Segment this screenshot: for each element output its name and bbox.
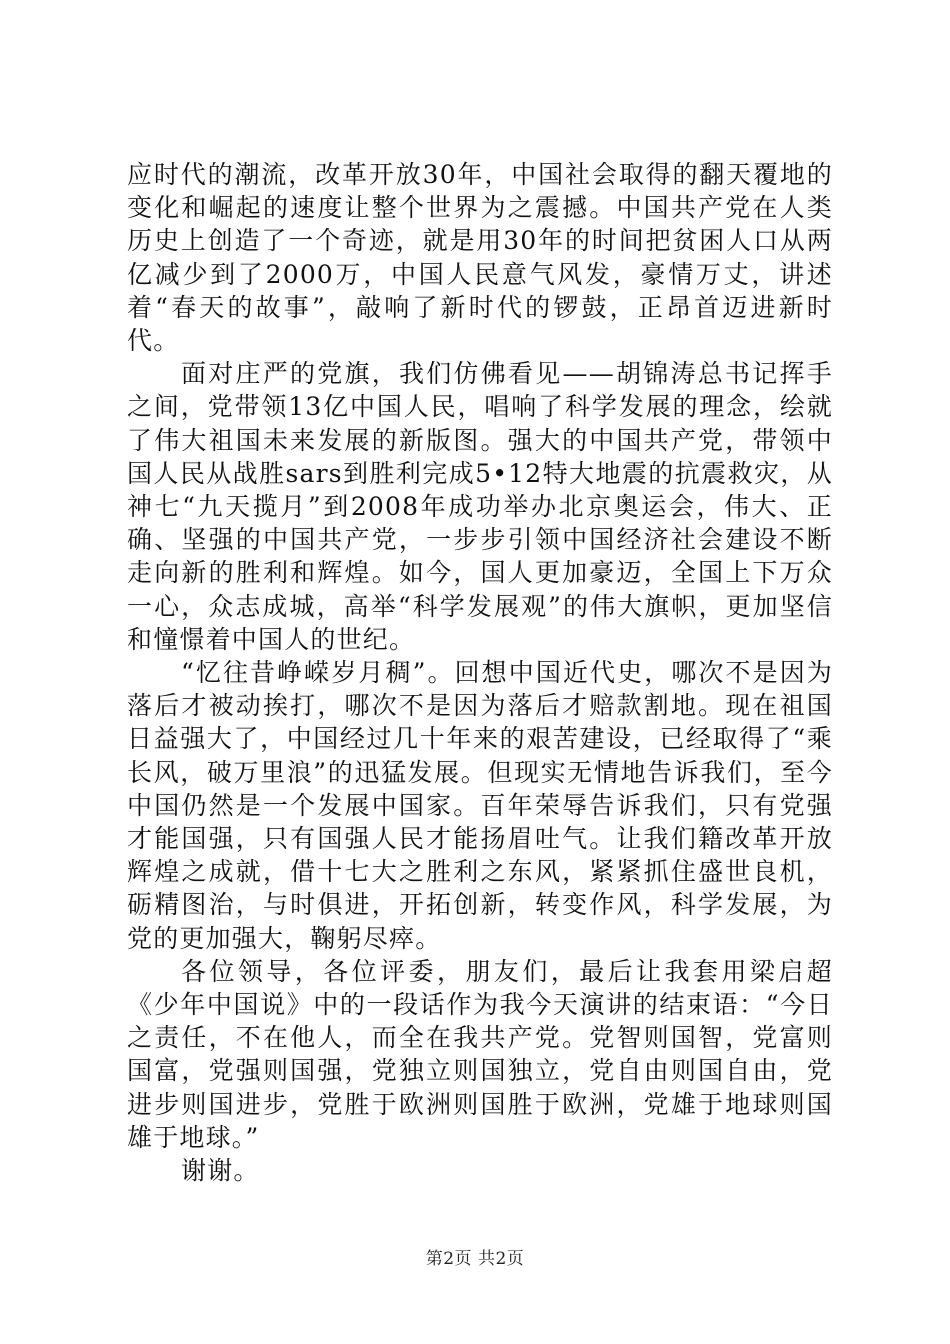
paragraph-party-flag: 面对庄严的党旗，我们仿佛看见——胡锦涛总书记挥手之间，党带领13亿中国人民，唱响了科学发展的理念，绘就了伟大祖国未来发展的新版图。强大的中国共产党，带领中国人民从战胜sars到胜利完成5•12特大地震的抗震救灾，从神七“九天揽月”到2008年成功举办北京奥运会，伟大、正确、坚强的中国共产党，一步步引领中国经济社会建设不断走向新的胜利和辉煌。如今，国人更加豪迈，全国上下万众一心，众志成城，高举“科学发展观”的伟大旗帜，更加坚信和憧憬着中国人的世纪。 [127,359,833,654]
paragraph-history: “忆往昔峥嵘岁月稠”。回想中国近代史，哪次不是因为落后才被动挨打，哪次不是因为落后才赔款割地。现在祖国日益强大了，中国经过几十年来的艰苦建设，已经取得了“乘长风，破万里浪”的迅猛发展。但现实无情地告诉我们，至今中国仍然是一个发展中国家。百年荣辱告诉我们，只有党强才能国强，只有国强人民才能扬眉吐气。让我们籍改革开放辉煌之成就，借十七大之胜利之东风，紧紧抓住盛世良机，砺精图治，与时俱进，开拓创新，转变作风，科学发展，为党的更加强大，鞠躬尽瘁。 [127,658,833,953]
paragraph-continuation: 应时代的潮流，改革开放30年，中国社会取得的翻天覆地的变化和崛起的速度让整个世界为之震撼。中国共产党在人类历史上创造了一个奇迹，就是用30年的时间把贫困人口从两亿减少到了2000万，中国人民意气风发，豪情万丈，讲述着“春天的故事”，敲响了新时代的锣鼓，正昂首迈进新时代。 [127,160,833,356]
paragraph-closing-quote: 各位领导，各位评委，朋友们，最后让我套用梁启超《少年中国说》中的一段话作为我今天演讲的结束语：“今日之责任，不在他人，而全在我共产党。党智则国智，党富则国富，党强则国强，党独立则国独立，党自由则国自由，党进步则国进步，党胜于欧洲则国胜于欧洲，党雄于地球则国雄于地球。” [127,956,833,1152]
page-footer: 第2页 共2页 [425,1249,525,1269]
document-body [127,158,833,1187]
paragraph-thanks: 谢谢。 [181,1156,260,1186]
